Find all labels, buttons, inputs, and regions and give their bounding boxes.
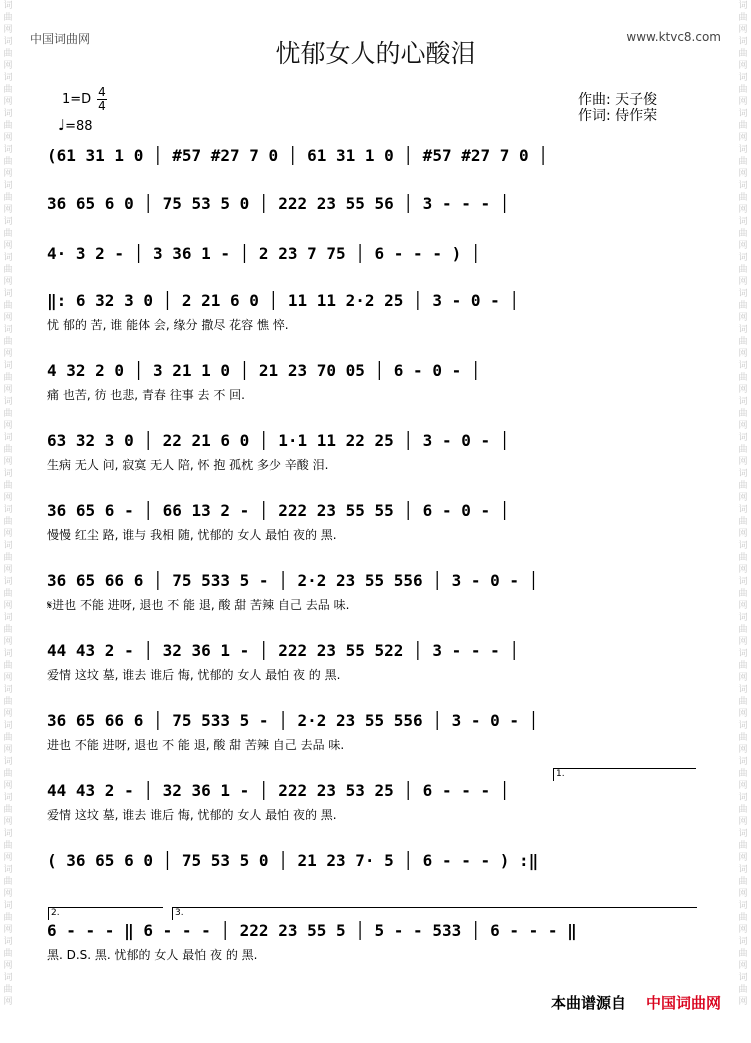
score-row	[47, 145, 702, 185]
composer: 作曲: 天子俊	[578, 92, 658, 108]
score-row	[47, 710, 702, 750]
lyric-line: 黑. D.S. 黑. 忧郁的 女人 最怕 夜 的 黑.	[47, 948, 258, 962]
tempo-value: =88	[65, 119, 93, 134]
music-line: ‖: 6 32 3 0 │ 2 21 6 0 │ 11 11 2·2 25 │ 3 - 0 - │	[47, 291, 520, 310]
music-line: 6 - - - ‖ 6 - - - │ 222 23 55 5 │ 5 - - 533 │ 6 - - - ‖	[47, 921, 577, 940]
music-line: 44 43 2 - │ 32 36 1 - │ 222 23 55 522 │ 3 - - - │	[47, 641, 520, 660]
key-signature: 1=D	[62, 92, 92, 107]
meter-bottom: 4	[98, 99, 106, 113]
site-watermark-right: www.ktvc8.com	[626, 30, 721, 44]
music-line: 36 65 66 6 │ 75 533 5 - │ 2·2 23 55 556 │ 3 - 0 - │	[47, 711, 539, 730]
music-line: ( 36 65 6 0 │ 75 53 5 0 │ 21 23 7· 5 │ 6 - - - ) :‖	[47, 851, 539, 870]
score-row	[47, 570, 702, 610]
score-row	[47, 850, 702, 890]
credits	[578, 92, 657, 124]
song-title: 忧郁女人的心酸泪	[275, 39, 476, 68]
score-row	[47, 243, 702, 283]
lyric-line: 痛 也苦, 彷 也悲, 青春 往事 去 不 回.	[47, 388, 245, 402]
quarter-note-icon: ♩	[58, 116, 66, 134]
lyric-line: 𝄋进也 不能 进呀, 退也 不 能 退, 酸 甜 苦辣 自己 去品 味.	[47, 598, 350, 612]
lyric-line: 生病 无人 问, 寂寞 无人 陪, 怀 抱 孤枕 多少 辛酸 泪.	[47, 458, 329, 472]
music-line: 36 65 66 6 │ 75 533 5 - │ 2·2 23 55 556 │ 3 - 0 - │	[47, 571, 539, 590]
volta-1: 1.	[553, 768, 696, 781]
volta-3: 3.	[172, 907, 697, 920]
music-line: (61 31 1 0 │ #57 #27 7 0 │ 61 31 1 0 │ #57 #27 7 0 │	[47, 146, 548, 165]
score-row	[47, 920, 702, 960]
lyric-line: 爱情 这坟 墓, 谁去 谁后 悔, 忧郁的 女人 最怕 夜 的 黑.	[47, 668, 341, 682]
meter-top: 4	[98, 85, 106, 99]
right-watermark-strip: 词 曲 网 词 曲 网 词 曲 网 词 曲 网 词 曲 网 词 曲 网 词 曲 网 词 曲 网 词 曲 网 词 曲 网 词 曲 网 词 曲 网 词 曲 网 词 曲 网 词 曲 网 词 曲 网 词 曲 网 词 曲 网 词 曲 网 词 曲 网 词 曲 网 词 曲 网 词 曲 网 词 曲 网 词 曲 网 词 曲 网 词 曲 网 词 曲 网	[738, 1, 748, 1007]
music-line: 4· 3 2 - │ 3 36 1 - │ 2 23 7 75 │ 6 - - - ) │	[47, 244, 481, 263]
lyric-line: 忧 郁的 苦, 谁 能体 会, 缘分 撒尽 花容 憔 悴.	[47, 318, 289, 332]
left-watermark-strip: 词 曲 网 词 曲 网 词 曲 网 词 曲 网 词 曲 网 词 曲 网 词 曲 网 词 曲 网 词 曲 网 词 曲 网 词 曲 网 词 曲 网 词 曲 网 词 曲 网 词 曲 网 词 曲 网 词 曲 网 词 曲 网 词 曲 网 词 曲 网 词 曲 网 词 曲 网 词 曲 网 词 曲 网 词 曲 网 词 曲 网 词 曲 网 词 曲 网	[3, 1, 13, 1007]
lyric-line: 进也 不能 进呀, 退也 不 能 退, 酸 甜 苦辣 自己 去品 味.	[47, 738, 345, 752]
score-row	[47, 780, 702, 820]
music-line: 44 43 2 - │ 32 36 1 - │ 222 23 53 25 │ 6 - - - │	[47, 781, 510, 800]
music-line: 4 32 2 0 │ 3 21 1 0 │ 21 23 70 05 │ 6 - 0 - │	[47, 361, 481, 380]
music-line: 36 65 6 - │ 66 13 2 - │ 222 23 55 55 │ 6 - 0 - │	[47, 501, 510, 520]
score-row	[47, 500, 702, 540]
tempo-marking	[58, 116, 93, 134]
footer	[0, 992, 751, 1013]
score-row	[47, 290, 702, 330]
score-row	[47, 430, 702, 470]
lyric-line: 慢慢 红尘 路, 谁与 我相 随, 忧郁的 女人 最怕 夜的 黑.	[47, 528, 337, 542]
music-line: 36 65 6 0 │ 75 53 5 0 │ 222 23 55 56 │ 3 - - - │	[47, 194, 510, 213]
site-watermark-left: 中国词曲网	[30, 32, 91, 46]
time-signature	[97, 86, 107, 113]
footer-source: 本曲谱源自	[550, 994, 626, 1012]
music-line: 63 32 3 0 │ 22 21 6 0 │ 1·1 11 22 25 │ 3 - 0 - │	[47, 431, 510, 450]
lyricist: 作词: 侍作荣	[578, 108, 658, 124]
lyric-line: 爱情 这坟 墓, 谁去 谁后 悔, 忧郁的 女人 最怕 夜的 黑.	[47, 808, 337, 822]
score-row	[47, 193, 702, 233]
score-row	[47, 360, 702, 400]
score-row	[47, 640, 702, 680]
footer-brand: 中国词曲网	[645, 994, 721, 1012]
volta-2: 2.	[48, 907, 163, 920]
